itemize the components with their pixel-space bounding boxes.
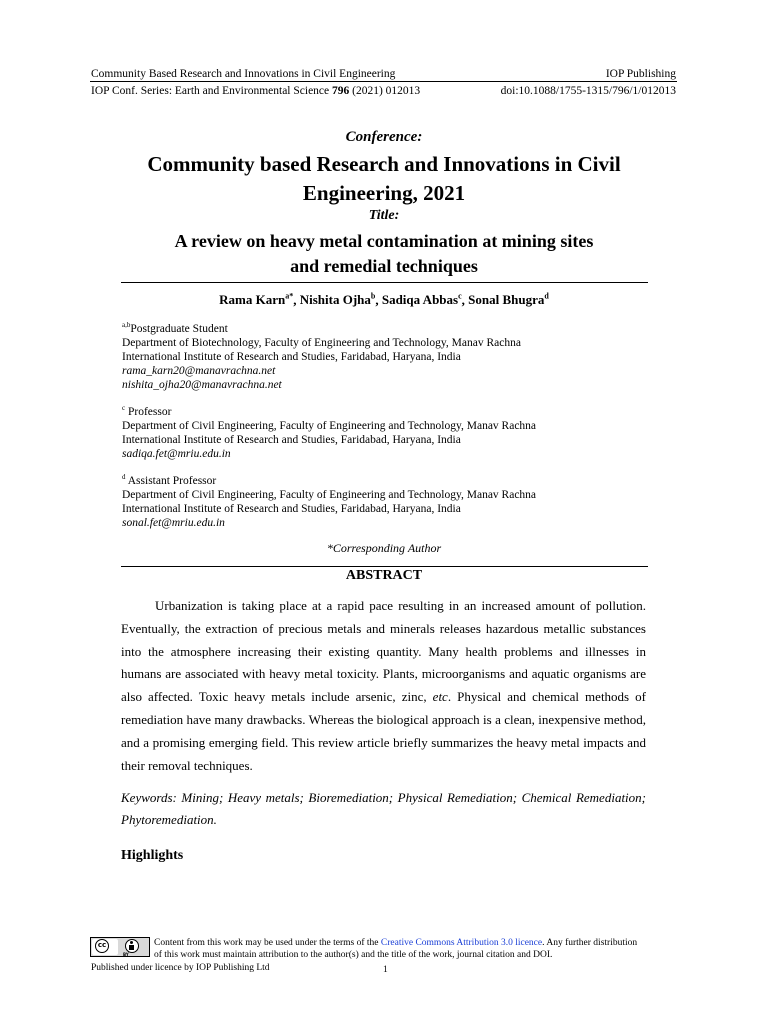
author-email[interactable]: sonal.fet@mriu.edu.in [122, 516, 225, 529]
by-label: BY [123, 952, 129, 957]
license-line1: Content from this work may be used under the terms of the Creative Commons Attribution 3.0 licence. Any further distribution [154, 938, 638, 948]
journal-series: IOP Conf. Series: Earth and Environmental Science [91, 85, 333, 97]
header-rule [90, 81, 677, 82]
author: Rama Karn$^{a*}$ [219, 292, 294, 308]
author-list: Rama Karn$^{a*}$, Nishita Ojha$^b$, Sadiqa Abbas$^c$, Sonal Bhugra$^d$ [219, 292, 549, 308]
abstract-body: Urbanization is taking place at a rapid pace resulting in an increased amount of pollution. Eventually, the extraction of precious metals and minerals releases hazardous metallic substances into the atmosphere increasing their existing quantity. Many health problems and illnesses in humans are associated with heavy metal toxicity. Plants, microorganisms and aquatic organisms are also affected. Toxic heavy metals include arsenic, zinc, etc. Physical and chemical methods of remediation have many drawbacks. Whereas the biological approach is a clean, inexpensive method, and a promising emerging field. This review article briefly summarizes the heavy metal impacts and their removal techniques. [121, 598, 646, 773]
author-email[interactable]: sadiqa.fet@mriu.edu.in [122, 447, 231, 460]
running-header-left: Community Based Research and Innovations in Civil Engineering [91, 68, 396, 80]
paper-title-line1: A review on heavy metal contamination at mining sites [174, 231, 594, 251]
paper-title-line2: and remedial techniques [290, 256, 478, 276]
running-header-publisher: IOP Publishing [605, 68, 676, 80]
journal-year-article: (2021) 012013 [349, 85, 421, 97]
journal-citation [91, 84, 420, 98]
license-line2: of this work must maintain attribution to the author(s) and the title of the work, journal citation and DOI. [154, 950, 553, 960]
author: Sadiqa Abbas$^c$ [381, 292, 462, 308]
author: Nishita Ojha$^b$ [299, 292, 376, 308]
abstract-heading: ABSTRACT [345, 568, 423, 583]
cc-licence-link[interactable]: Creative Commons Attribution 3.0 licence [380, 938, 543, 948]
author-email[interactable]: nishita_ojha20@manavrachna.net [122, 378, 282, 391]
affiliation-c: $^c$ Professor Department of Civil Engineering, Faculty of Engineering and Technology, Manav Rachna International Institute of Research and Studies, Faridabad, Haryana, India sadiqa.fet@mriu.edu.in [122, 404, 537, 460]
title-rule [121, 282, 648, 283]
conference-label: Conference: [345, 129, 423, 145]
published-by: Published under licence by IOP Publishing Ltd [91, 963, 270, 973]
author: Sonal Bhugra$^d$ [468, 292, 549, 308]
doi[interactable]: doi:10.1088/1755-1315/796/1/012013 [500, 85, 676, 97]
affiliation-ab: $^{a,b}$Postgraduate Student Department of Biotechnology, Faculty of Engineering and Technology, Manav Rachna International Institute of Research and Studies, Faridabad, Haryana, India rama_karn20@manavrachna.net nishita_ojha20@manavrachna.net [122, 321, 521, 391]
abstract-rule [121, 566, 648, 567]
corresponding-author-note: *Corresponding Author [326, 541, 442, 555]
journal-volume: 796 [332, 85, 350, 97]
conference-title-line1: Community based Research and Innovations in Civil [147, 152, 621, 176]
page-number: 1 [383, 965, 388, 975]
title-label: Title: [368, 208, 400, 223]
attribution-icon [125, 939, 139, 953]
conference-title-line2: Engineering, 2021 [302, 181, 466, 205]
cc-icon: cc [95, 939, 109, 953]
highlights-heading: Highlights [121, 848, 184, 863]
cc-by-license-icon[interactable] [90, 937, 150, 957]
author-email[interactable]: rama_karn20@manavrachna.net [122, 364, 276, 377]
affiliation-d: $^d$ Assistant Professor Department of Civil Engineering, Faculty of Engineering and Technology, Manav Rachna International Institute of Research and Studies, Faridabad, Haryana, India sonal.fet@mriu.edu.in [122, 473, 537, 529]
keywords: Keywords: Mining; Heavy metals; Bioremediation; Physical Remediation; Chemical Remediation; Phytoremediation. [121, 790, 646, 827]
